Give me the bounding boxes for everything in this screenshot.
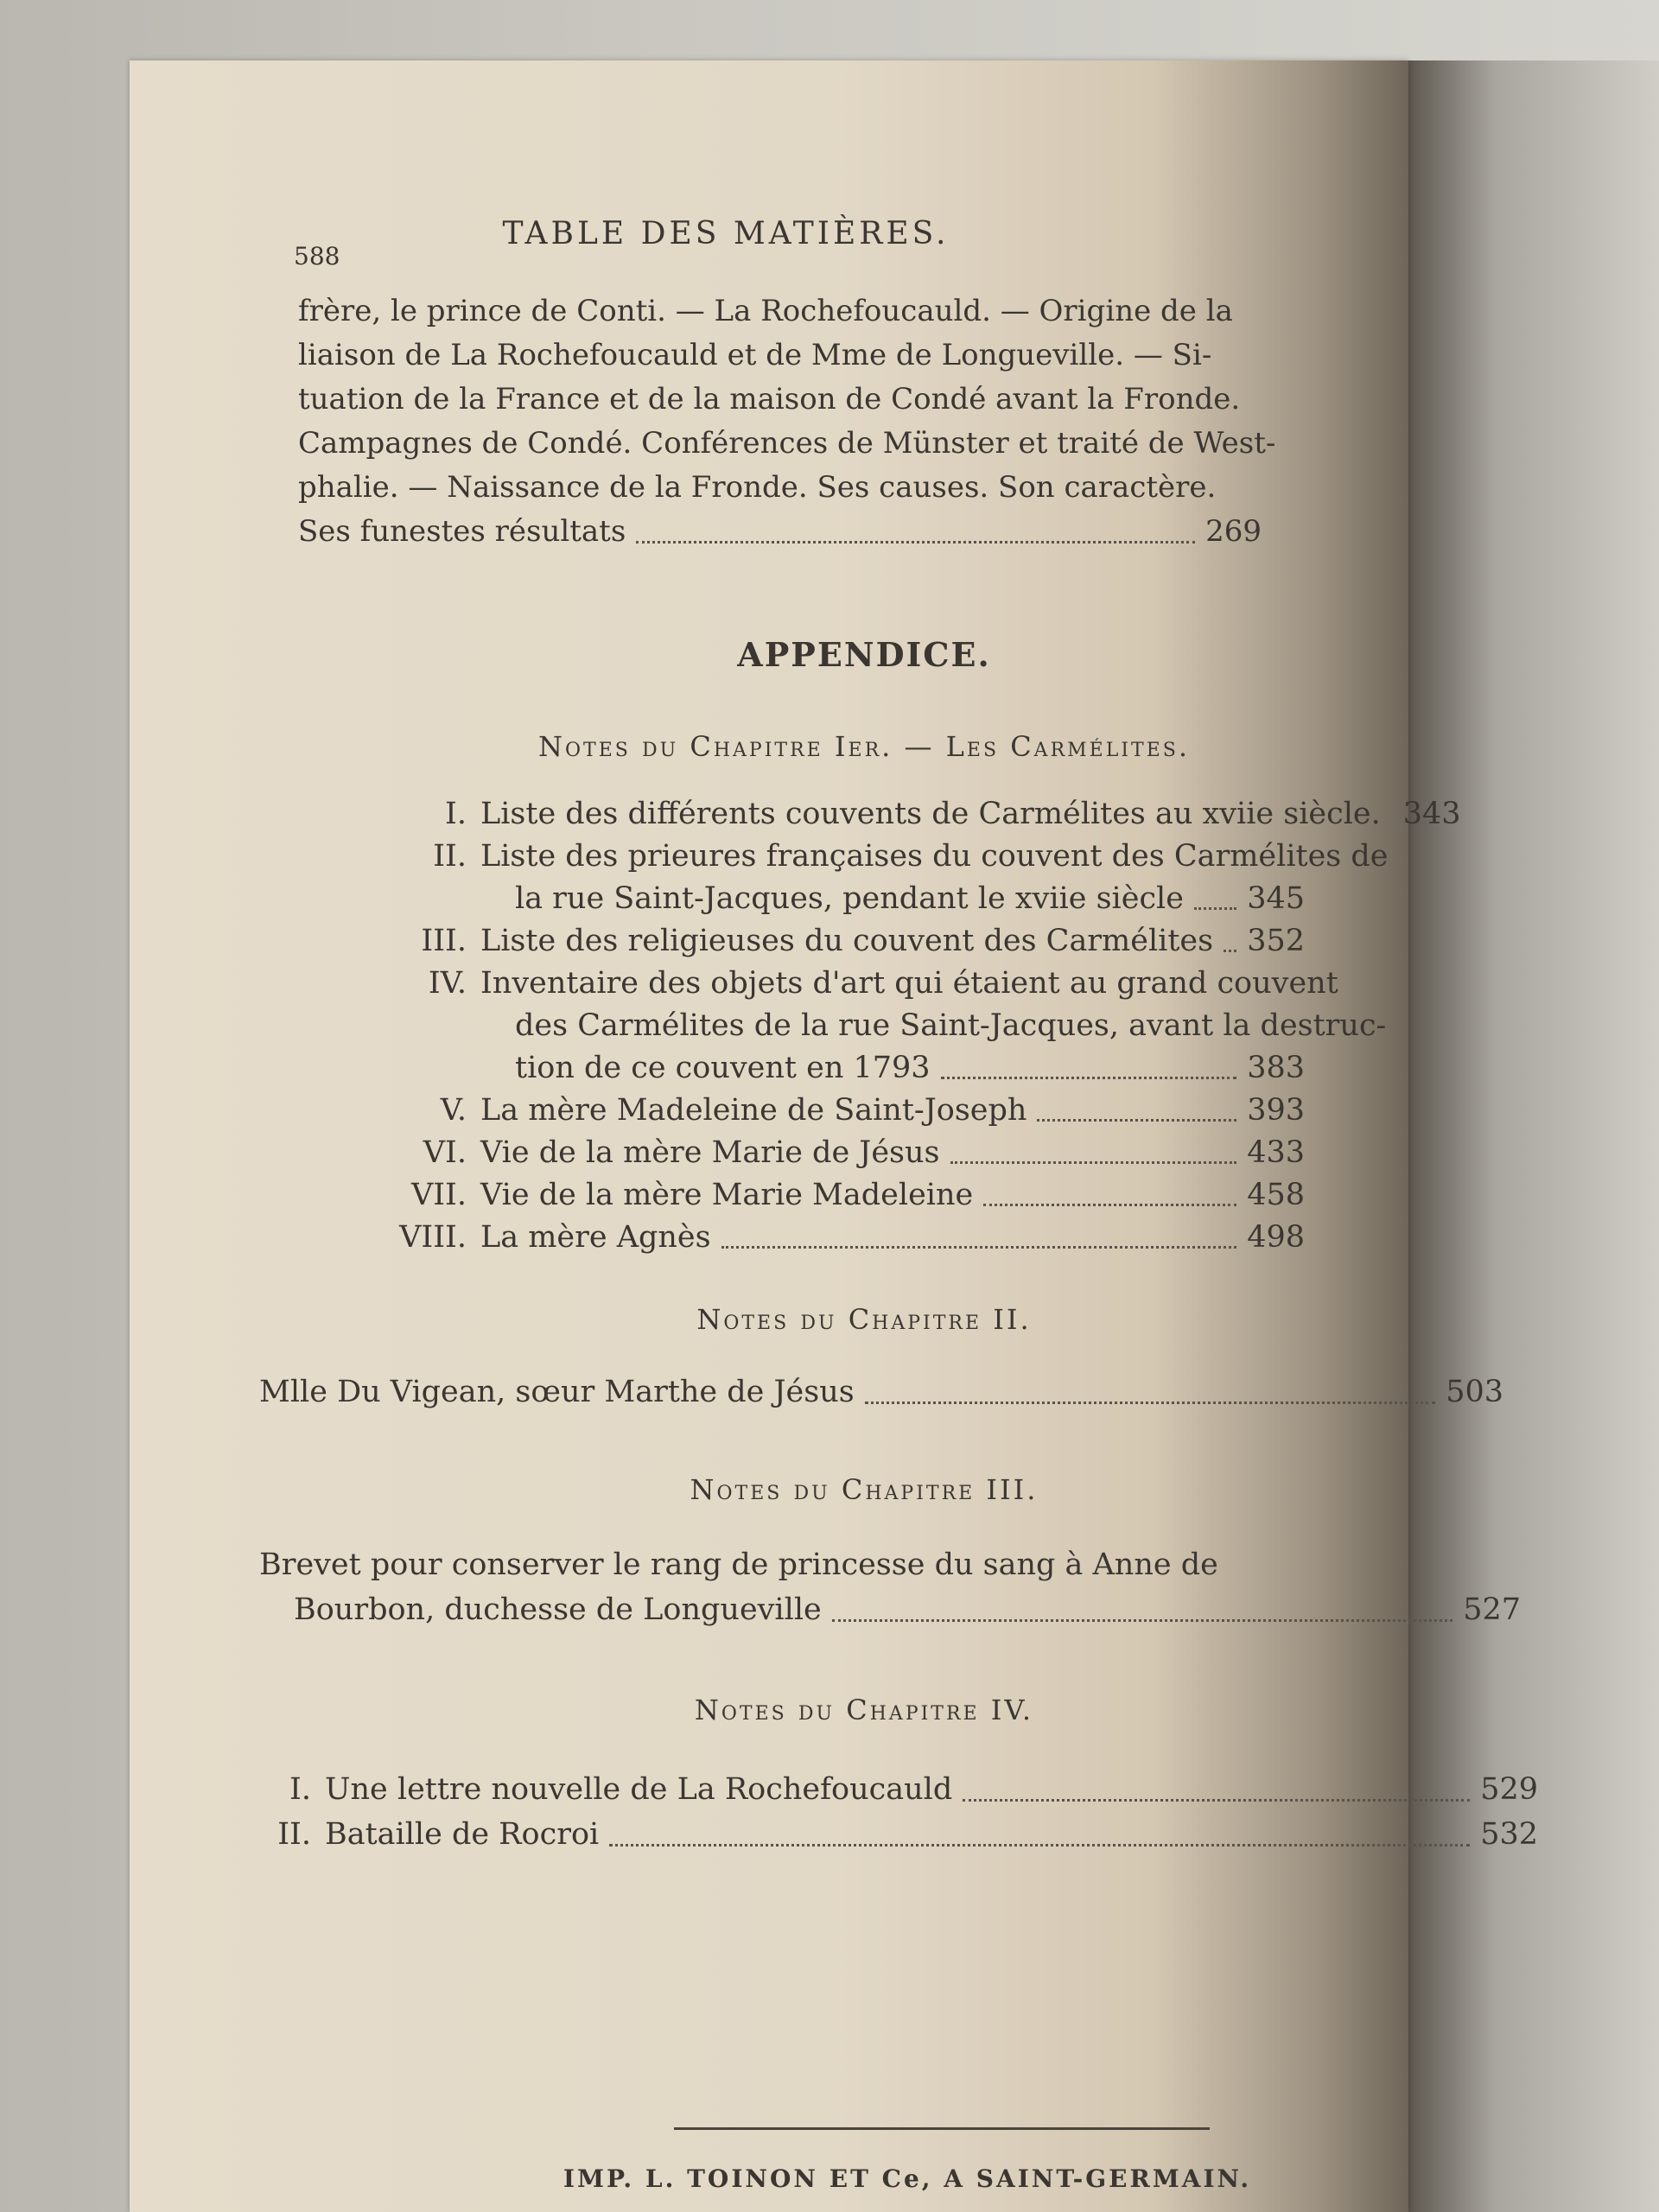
toc-entry: Mlle Du Vigean, sœur Marthe de Jésus 503 [259,1370,1503,1414]
toc-entry: V. La mère Madeleine de Saint-Joseph 393 [389,1090,1305,1132]
chapter2-heading: Notes du Chapitre II. [696,1303,1032,1336]
toc-entry-continuation: la rue Saint-Jacques, pendant le xviie siècle 345 [389,878,1305,920]
book-page [130,60,1538,2212]
toc-entry: VII. Vie de la mère Marie Madeleine 458 [389,1174,1305,1217]
chapter3-entries [259,1542,1521,1632]
toc-entry-continuation: tion de ce couvent en 1793 383 [389,1047,1305,1090]
toc-entry: III. Liste des religieuses du couvent des Carmélites 352 [389,920,1305,963]
chapter3-heading: Notes du Chapitre III. [690,1473,1039,1506]
paragraph-line: tuation de la France et de la maison de Condé avant la Fronde. [298,382,1241,416]
page-ref: 345 [1247,881,1305,916]
appendix-title: APPENDICE. [737,635,991,674]
dot-leader [636,510,1195,543]
paragraph-line: liaison de La Rochefoucauld et de Mme de Longueville. — Si- [298,338,1212,372]
page-ref: 383 [1247,1051,1305,1085]
toc-entry: Brevet pour conserver le rang de princesse du sang à Anne de [259,1548,1218,1582]
page-ref: 343 [1402,797,1461,831]
paragraph-line: frère, le prince de Conti. — La Rochefoucauld. — Origine de la [298,294,1233,328]
toc-entry: I. Une lettre nouvelle de La Rochefoucauld 529 [259,1767,1538,1812]
toc-entry: I. Liste des différents couvents de Carmélites au xviie siècle. 343 [389,793,1305,836]
paragraph-last-line: Ses funestes résultats 269 [298,510,1262,554]
toc-entry: VIII. La mère Agnès 498 [389,1217,1305,1259]
page-ref: 527 [1463,1592,1521,1627]
page-ref: 393 [1247,1093,1305,1128]
paragraph-line: phalie. — Naissance de la Fronde. Ses causes. Son caractère. [298,470,1217,505]
toc-entry-continuation: Bourbon, duchesse de Longueville 527 [259,1587,1521,1632]
paragraph-line: Campagnes de Condé. Conférences de Münster et traité de West- [298,426,1276,461]
toc-entry-continuation: des Carmélites de la rue Saint-Jacques, avant la destruc- [515,1008,1387,1043]
page-ref: 498 [1247,1220,1305,1255]
page-number: 588 [294,242,340,270]
toc-entry: II. Liste des prieures françaises du couvent des Carmélites de [433,839,1389,874]
chapter4-heading: Notes du Chapitre IV. [694,1694,1034,1726]
chapter4-entries [259,1767,1538,1857]
running-head: TABLE DES MATIÈRES. [502,216,950,251]
page-ref: 458 [1247,1178,1305,1212]
closing-rule [674,2127,1210,2130]
page-ref: 352 [1247,924,1305,958]
chapter1-heading: Notes du Chapitre Ier. — Les Carmélites. [537,730,1191,763]
chapter1-entries [389,793,1461,1259]
page-ref: 433 [1247,1135,1305,1170]
page-ref: 503 [1446,1375,1503,1409]
opening-paragraph [298,289,1276,554]
background-surface [1408,60,1659,2212]
printer-imprint: IMP. L. TOINON ET Ce, A SAINT-GERMAIN. [563,2164,1252,2193]
toc-entry: VI. Vie de la mère Marie de Jésus 433 [389,1132,1305,1174]
page-ref: 269 [1205,514,1262,549]
page-ref: 532 [1480,1817,1538,1852]
toc-entry: IV. Inventaire des objets d'art qui étaient au grand couvent [428,966,1338,1001]
chapter2-entries [259,1370,1503,1414]
toc-entry: II. Bataille de Rocroi 532 [259,1812,1538,1857]
page-ref: 529 [1480,1772,1538,1807]
